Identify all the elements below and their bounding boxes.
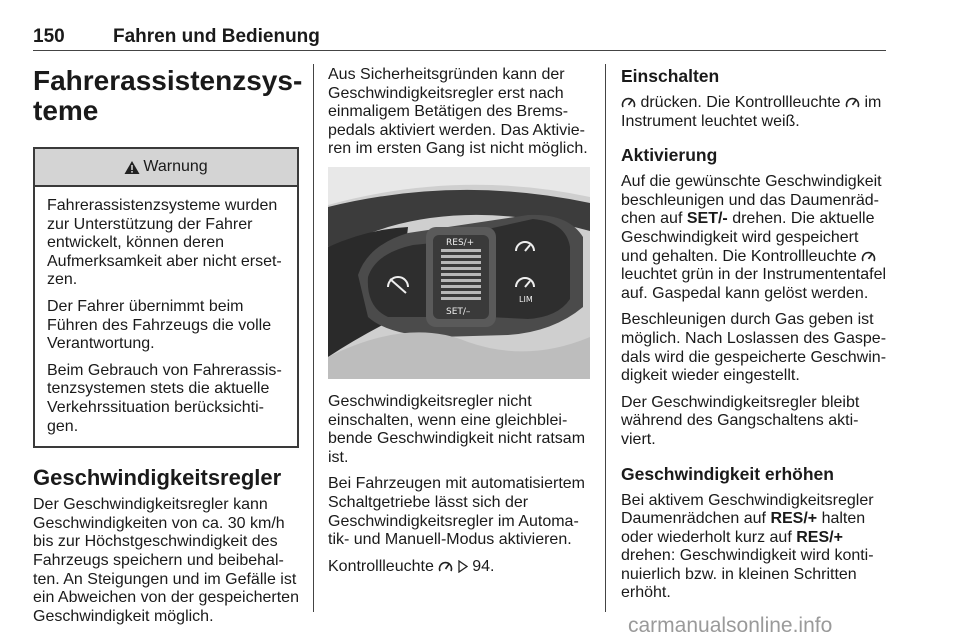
column-2 <box>328 66 592 584</box>
body-text: Bei Fahrzeugen mit automatisiertem Schaltgetriebe lässt sich der Geschwindigkeitsregler im Automatik- und Manuell-Modus aktivieren. <box>328 475 585 549</box>
header-rule <box>33 50 886 51</box>
key-label: SET/- <box>686 210 728 228</box>
inline-text: Kontrollleuchte <box>328 557 434 575</box>
column-3 <box>621 66 887 611</box>
inline-text: drehen. Die aktuelle Geschwindigkeit wird gespeichert und gehalten. Die Kontrollleuchte <box>621 210 875 265</box>
watermark: carmanualsonline.info <box>628 614 833 637</box>
warning-text: Fahrerassistenzsysteme wurden zur Unterstützung der Fahrer entwickelt, können deren Aufmerksamkeit aber nicht ersetzen. <box>47 197 282 289</box>
heading-geschwindigkeit-erhoehen: Geschwindigkeit erhöhen <box>621 463 834 484</box>
body-text <box>621 173 887 303</box>
page-header <box>33 26 320 48</box>
set-label: SET/– <box>446 306 471 317</box>
cruise-control-icon <box>438 560 453 573</box>
inline-text: halten oder wiederholt kurz auf <box>621 510 866 546</box>
column-1 <box>33 65 303 634</box>
body-text <box>621 492 887 604</box>
inline-text: drehen: Geschwindigkeit wird kontinuierlich bzw. in kleinen Schritten erhöht. <box>621 547 874 602</box>
warning-triangle-icon <box>124 160 140 175</box>
key-label: RES/+ <box>770 510 818 528</box>
res-label: RES/+ <box>446 237 475 248</box>
body-text: Beschleunigen durch Gas geben ist möglich. Nach Loslassen des Gaspedals wird die gespeicherte Geschwindigkeit wieder eingestellt. <box>621 311 887 385</box>
cruise-control-icon <box>845 96 860 109</box>
body-text <box>621 94 887 131</box>
warning-header <box>35 149 297 187</box>
chapter-title: Fahren und Bedienung <box>113 26 320 47</box>
cruise-control-icon <box>621 96 636 109</box>
warning-label: Warnung <box>143 157 208 175</box>
steering-wheel-controls-image <box>328 167 590 379</box>
body-text: Der Geschwindigkeitsregler kann Geschwindigkeiten von ca. 30 km/h bis zur Höchstgeschwindigkeit des Fahrzeugs speichern und beibehalten. An Steigungen und im Gefälle ist ein Abweichen von der gespeicherten Geschwindigkeit möglich. <box>33 496 299 625</box>
cruise-control-icon <box>861 250 876 263</box>
heading-aktivierung: Aktivierung <box>621 145 718 166</box>
lim-label: LIM <box>519 294 533 304</box>
inline-text: im Instrument leuchtet weiß. <box>621 94 882 130</box>
body-text <box>328 558 592 577</box>
warning-box <box>33 147 299 448</box>
body-text: Aus Sicherheitsgründen kann der Geschwindigkeitsregler erst nach einmaligem Betätigen des Bremspedals aktiviert werden. Das Aktivieren im ersten Gang ist nicht möglich. <box>328 66 588 158</box>
page-reference-arrow-icon <box>458 560 468 573</box>
inline-text: Auf die gewünschte Geschwindigkeit beschleunigen und das Daumenrädchen auf <box>621 173 882 228</box>
warning-text: Der Fahrer übernimmt beim Führen des Fahrzeugs die volle Verantwortung. <box>47 297 272 353</box>
column-divider-1 <box>313 64 314 612</box>
inline-text: drücken. Die Kontrollleuchte <box>640 94 841 111</box>
warning-body <box>35 187 297 446</box>
page-reference: 94. <box>472 557 495 575</box>
column-divider-2 <box>605 64 606 612</box>
body-text: Der Geschwindigkeitsregler bleibt während des Gangschaltens aktiviert. <box>621 393 860 448</box>
page-number: 150 <box>33 26 65 47</box>
subsection-title: Geschwindigkeitsregler <box>33 465 282 491</box>
heading-einschalten: Einschalten <box>621 66 720 86</box>
section-title: Fahrerassistenzsysteme <box>33 65 303 126</box>
warning-text: Beim Gebrauch von Fahrerassistenzsystemen stets die aktuelle Verkehrssituation berücksichtigen. <box>47 361 282 435</box>
inline-text: leuchtet grün in der Instrumententafel auf. Gaspedal kann gelöst werden. <box>621 266 887 302</box>
body-text: Geschwindigkeitsregler nicht einschalten, wenn eine gleichbleibende Geschwindigkeit nicht ratsam ist. <box>328 392 586 466</box>
key-label: RES/+ <box>796 528 843 546</box>
inline-text: Bei aktivem Geschwindigkeitsregler Daumenrädchen auf <box>621 491 874 528</box>
